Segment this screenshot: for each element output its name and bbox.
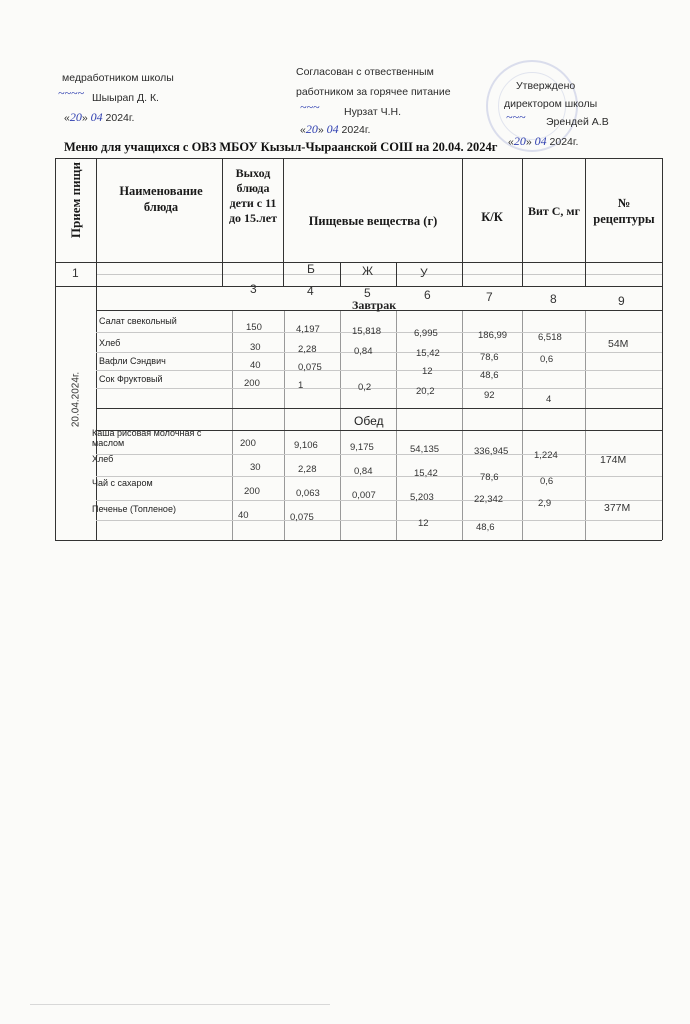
cell-recipe: 54М (608, 338, 629, 350)
cell-b: 1 (298, 380, 304, 391)
cell-yield: 200 (240, 438, 256, 449)
cell-kk: 48,6 (476, 522, 495, 533)
dish-name: Чай с сахаром (92, 478, 153, 488)
cell-zh: 15,818 (352, 326, 382, 337)
section-lunch-title: Обед (354, 414, 384, 428)
header-right-year: 2024г. (549, 136, 579, 148)
cell-b: 2,28 (298, 344, 317, 355)
cell-b: 0,063 (296, 488, 320, 499)
cell-yield: 30 (250, 462, 261, 473)
header-left-date: «20» 04 2024г. (64, 110, 135, 124)
cell-kk: 92 (484, 390, 495, 401)
cell-recipe: 377М (604, 502, 631, 514)
section-breakfast-title: Завтрак (352, 298, 397, 312)
col-header-recipe: № рецептуры (593, 196, 655, 226)
dish-name: Каша рисовая молочная с маслом (92, 428, 202, 449)
subheader-b: Б (307, 262, 315, 276)
signature-right: ~~~ (506, 110, 526, 124)
col-number-9: 9 (618, 294, 625, 308)
cell-b: 0,075 (298, 362, 322, 373)
col-header-meal: Прием пищи (67, 161, 83, 239)
cell-zh: 9,175 (350, 442, 374, 453)
header-center-month: 04 (326, 122, 339, 136)
cell-vitc: 2,9 (538, 498, 552, 509)
cell-vitc: 0,6 (540, 476, 554, 487)
header-right-day: 20 (513, 134, 526, 148)
header-center-day: 20 (305, 122, 318, 136)
header-right-date: «20» 04 2024г. (508, 134, 579, 148)
cell-vitc: 4 (546, 394, 552, 405)
col-number-6: 6 (424, 288, 431, 302)
col-header-vitc: Вит С, мг (527, 204, 581, 218)
cell-u: 12 (422, 366, 433, 377)
cell-zh: 0,007 (352, 490, 376, 501)
signature-center: ~~~ (300, 100, 320, 114)
header-center-name: Нурзат Ч.Н. (344, 106, 402, 118)
cell-u: 6,995 (414, 328, 438, 339)
cell-kk: 48,6 (480, 370, 499, 381)
header-center-line2: работником за горячее питание (296, 86, 451, 98)
cell-u: 15,42 (416, 348, 440, 359)
cell-u: 54,135 (410, 444, 440, 455)
cell-zh: 0,2 (358, 382, 372, 393)
col-header-dish: Наименование блюда (119, 184, 203, 214)
header-center-line1: Согласован с отвественным (296, 66, 434, 78)
cell-u: 15,42 (414, 468, 438, 479)
dish-name: Хлеб (99, 338, 121, 348)
cell-kk: 186,99 (478, 330, 508, 341)
cell-u: 5,203 (410, 492, 434, 503)
header-left-name: Шыырап Д. К. (92, 92, 159, 104)
cell-u: 20,2 (416, 386, 435, 397)
header-left-day: 20 (69, 110, 82, 124)
date-label: 20.04.2024г. (70, 371, 82, 428)
col-number-4: 4 (307, 284, 314, 298)
cell-yield: 200 (244, 378, 260, 389)
col-number-5: 5 (364, 286, 371, 300)
cell-zh: 0,84 (354, 466, 373, 477)
subheader-u: У (420, 266, 428, 280)
header-center-date: «20» 04 2024г. (300, 122, 371, 136)
header-left-month: 04 (90, 110, 103, 124)
cell-b: 0,075 (290, 512, 314, 523)
page-title: Меню для учащихся с ОВЗ МБОУ Кызыл-Чыраанской СОШ на 20.04. 2024г (64, 140, 498, 154)
cell-kk: 78,6 (480, 472, 499, 483)
col-number-8: 8 (550, 292, 557, 306)
scan-edge-line (30, 1004, 330, 1005)
cell-zh: 0,84 (354, 346, 373, 357)
cell-kk: 336,945 (474, 446, 509, 457)
cell-kk: 78,6 (480, 352, 499, 363)
dish-name: Вафли Сэндвич (99, 356, 166, 366)
col-number-7: 7 (486, 290, 493, 304)
cell-yield: 30 (250, 342, 261, 353)
cell-yield: 40 (250, 360, 261, 371)
cell-b: 9,106 (294, 440, 318, 451)
subheader-1: 1 (72, 266, 79, 280)
header-right-line2: директором школы (504, 98, 598, 110)
header-left-line1: медработником школы (62, 72, 174, 84)
header-right-month: 04 (534, 134, 547, 148)
cell-yield: 200 (244, 486, 260, 497)
subheader-zh: Ж (362, 264, 374, 278)
col-number-3: 3 (250, 282, 257, 296)
header-right-line1: Утверждено (516, 80, 576, 92)
header-left-year: 2024г. (105, 112, 135, 124)
header-center-year: 2024г. (341, 124, 371, 136)
cell-b: 2,28 (298, 464, 317, 475)
cell-yield: 150 (246, 322, 262, 333)
cell-vitc: 0,6 (540, 354, 554, 365)
dish-name: Сок Фруктовый (99, 374, 163, 384)
cell-b: 4,197 (296, 324, 320, 335)
col-header-yield: Выход блюда дети с 11 до 15.лет (228, 166, 278, 225)
dish-name: Салат свекольный (99, 316, 177, 326)
cell-vitc: 6,518 (538, 332, 562, 343)
cell-recipe: 174М (600, 454, 627, 466)
cell-vitc: 1,224 (534, 450, 558, 461)
cell-u: 12 (418, 518, 429, 529)
dish-name: Хлеб (92, 454, 114, 464)
dish-name: Печенье (Топленое) (92, 504, 176, 514)
col-header-kcal: К/К (481, 210, 503, 224)
cell-yield: 40 (238, 510, 249, 521)
col-header-nutrients: Пищевые вещества (г) (308, 214, 438, 228)
signature-left: ~~~~ (58, 86, 84, 100)
header-right-name: Эрендей А.В (546, 116, 609, 128)
cell-kk: 22,342 (474, 494, 504, 505)
